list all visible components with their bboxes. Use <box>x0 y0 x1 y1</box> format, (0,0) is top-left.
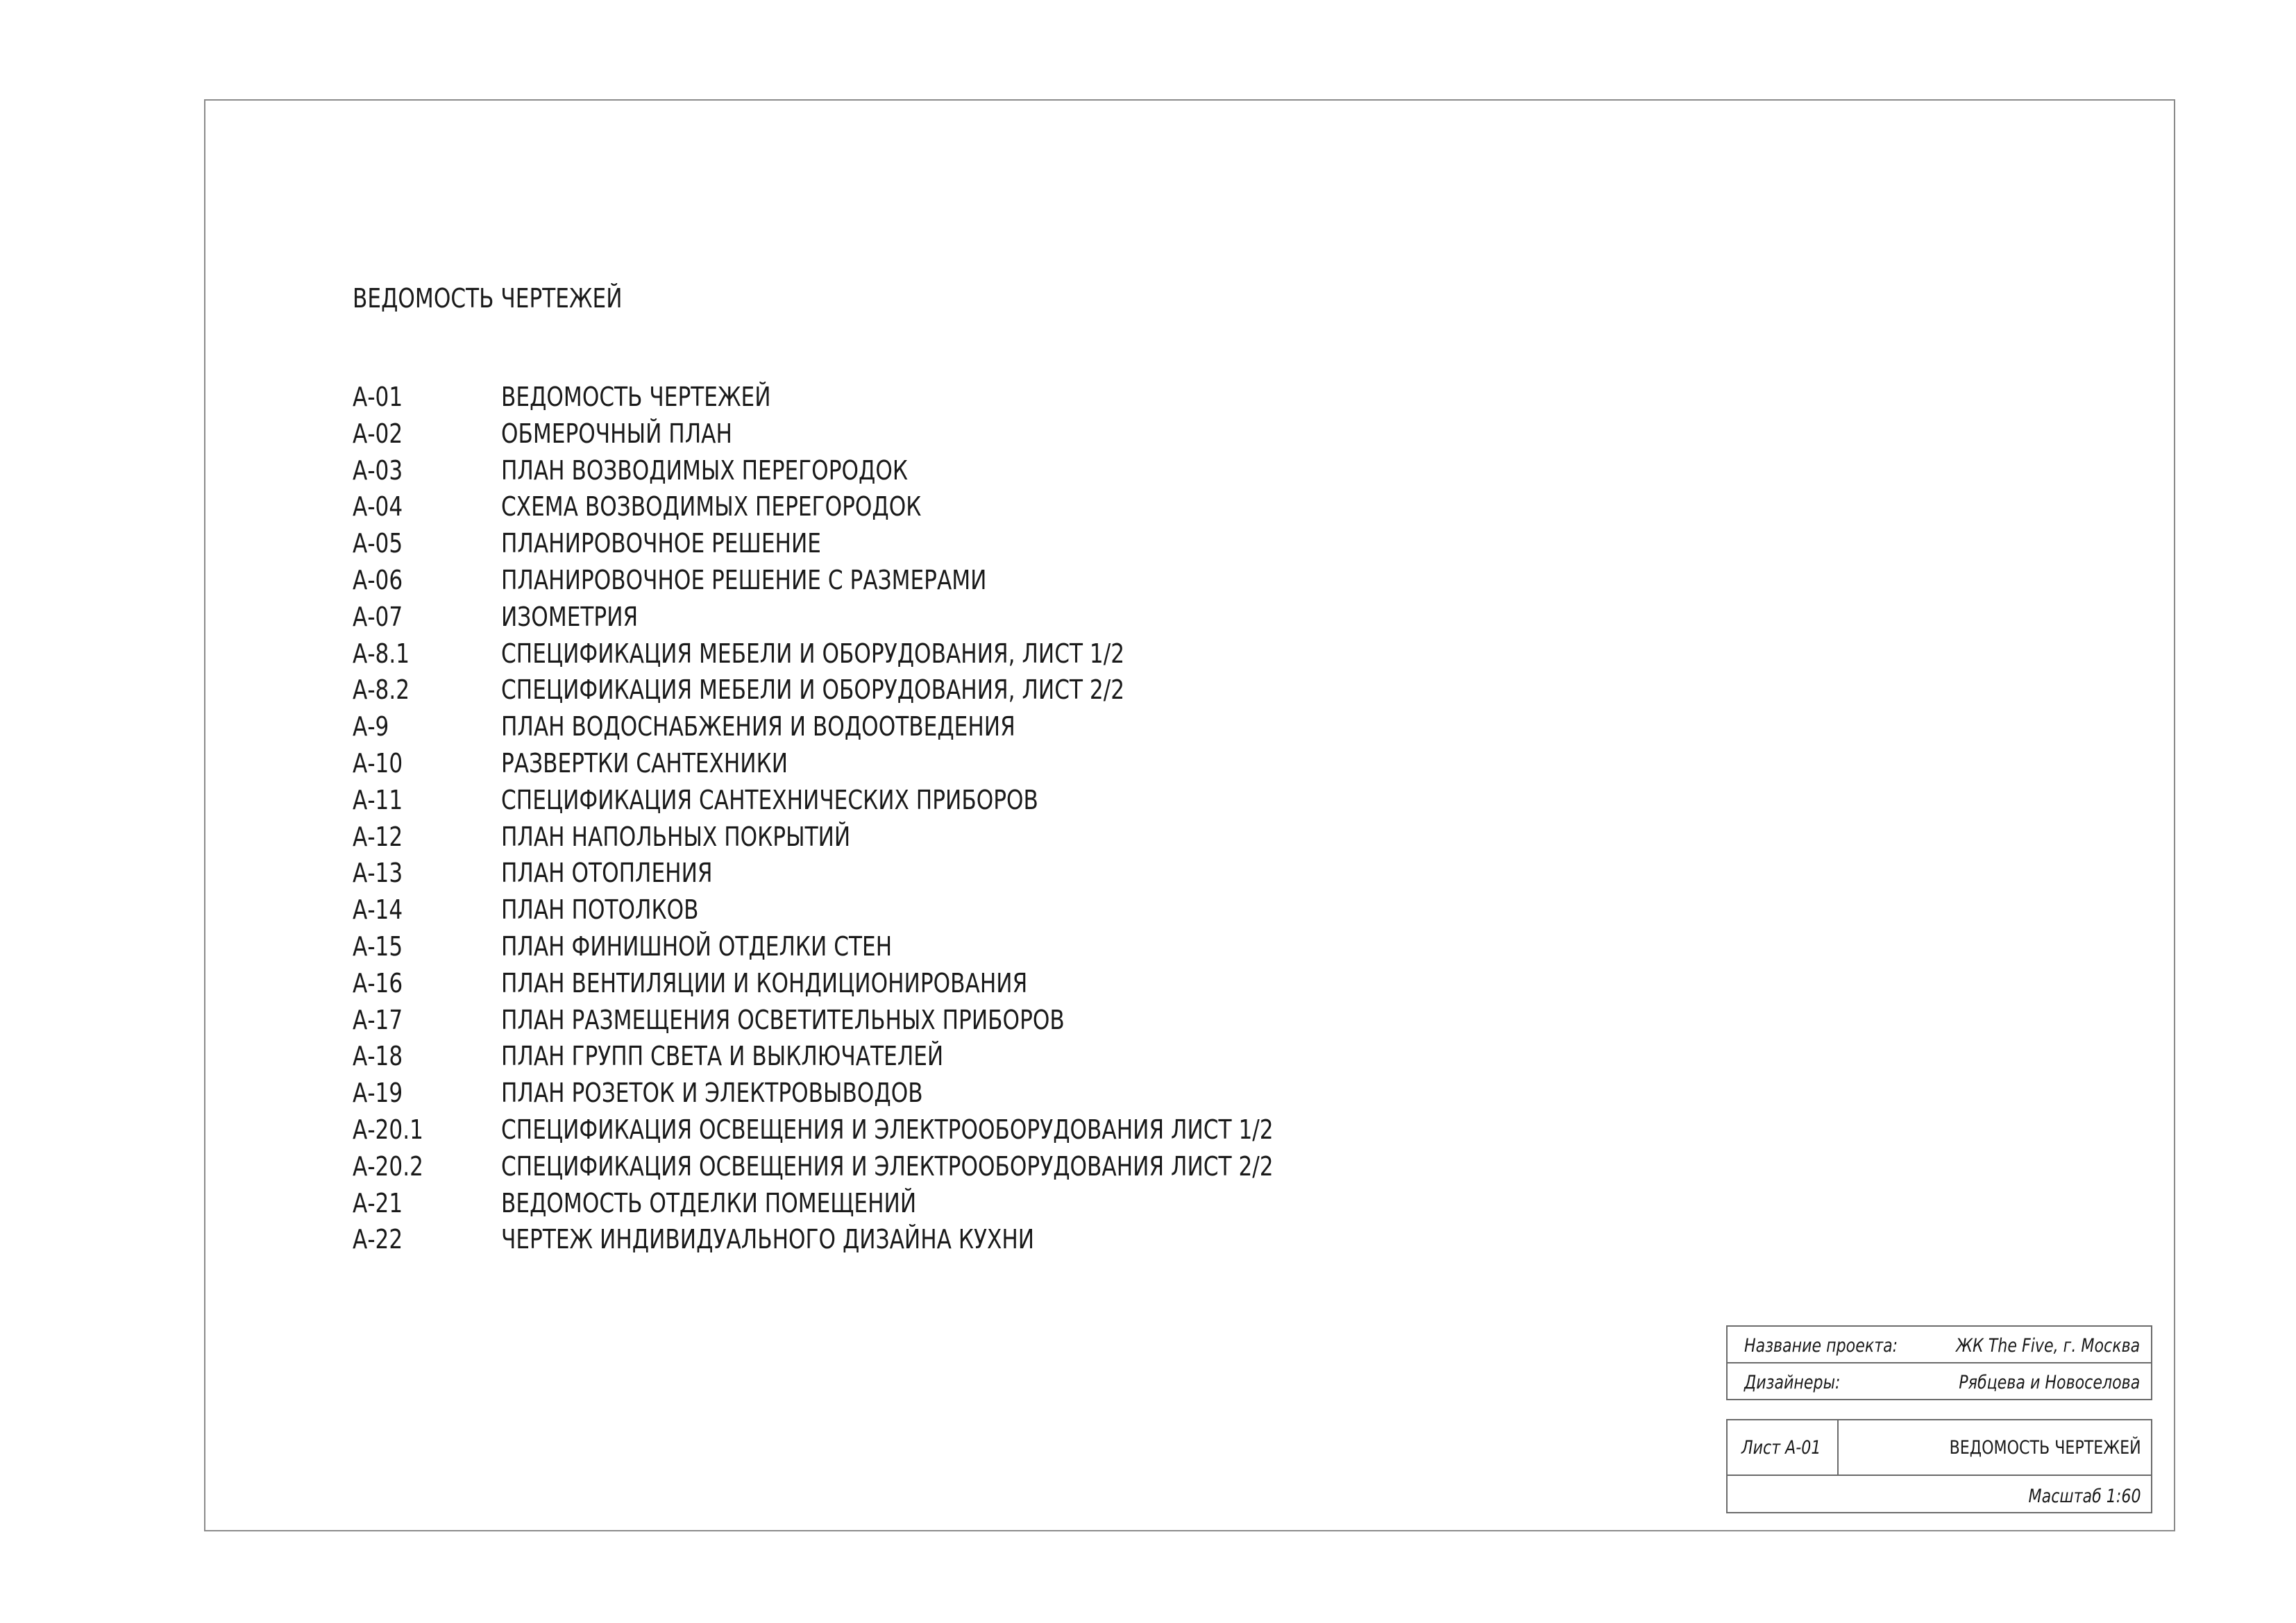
sheet-scale: Масштаб 1:60 <box>2029 1486 2141 1507</box>
title-block-sheet <box>1726 1419 2152 1513</box>
stamp-sheet-row <box>1728 1420 2151 1476</box>
drawing-name: ВЕДОМОСТЬ ЧЕРТЕЖЕЙ <box>501 382 771 412</box>
drawing-code: А-17 <box>353 1004 403 1035</box>
drawing-name: ИЗОМЕТРИЯ <box>501 601 639 632</box>
drawing-code: А-02 <box>353 418 403 449</box>
drawing-code: А-15 <box>353 931 403 962</box>
drawing-name: ОБМЕРОЧНЫЙ ПЛАН <box>501 418 732 449</box>
drawing-name: ПЛАН ВОДОСНАБЖЕНИЯ И ВОДООТВЕДЕНИЯ <box>501 711 1015 742</box>
drawing-code: А-11 <box>353 784 403 815</box>
drawing-code: А-16 <box>353 967 403 999</box>
project-value: ЖК The Five, г. Москва <box>1955 1335 2140 1357</box>
drawing-name: ВЕДОМОСТЬ ОТДЕЛКИ ПОМЕЩЕНИЙ <box>501 1187 917 1218</box>
drawing-code: А-20.1 <box>353 1114 423 1145</box>
drawing-name: СПЕЦИФИКАЦИЯ ОСВЕЩЕНИЯ И ЭЛЕКТРООБОРУДОВАНИЯ ЛИСТ 2/2 <box>501 1150 1274 1182</box>
drawing-name: ПЛАН НАПОЛЬНЫХ ПОКРЫТИЙ <box>501 821 851 852</box>
title-block-project <box>1726 1325 2152 1400</box>
drawing-name: СПЕЦИФИКАЦИЯ САНТЕХНИЧЕСКИХ ПРИБОРОВ <box>501 784 1038 815</box>
drawing-code: А-18 <box>353 1041 403 1072</box>
drawing-code: А-20.2 <box>353 1150 423 1182</box>
drawing-code: А-06 <box>353 564 403 595</box>
drawing-code: А-03 <box>353 454 403 486</box>
drawing-code: А-8.1 <box>353 638 410 669</box>
drawing-code: А-01 <box>353 382 403 412</box>
sheet-title: ВЕДОМОСТЬ ЧЕРТЕЖЕЙ <box>1949 1437 2141 1459</box>
drawing-code: А-12 <box>353 821 403 852</box>
drawing-code: А-8.2 <box>353 674 410 706</box>
drawing-name: ЧЕРТЕЖ ИНДИВИДУАЛЬНОГО ДИЗАЙНА КУХНИ <box>501 1224 1035 1255</box>
drawing-code: А-04 <box>353 491 403 522</box>
drawing-code: А-21 <box>353 1187 403 1218</box>
sheet-frame <box>204 99 2175 1531</box>
stamp-sheet-cell <box>1728 1420 1839 1475</box>
drawing-code: А-10 <box>353 747 403 779</box>
drawing-name: ПЛАН РАЗМЕЩЕНИЯ ОСВЕТИТЕЛЬНЫХ ПРИБОРОВ <box>501 1004 1065 1035</box>
drawing-name: ПЛАН ВОЗВОДИМЫХ ПЕРЕГОРОДОК <box>501 454 909 486</box>
page-title: ВЕДОМОСТЬ ЧЕРТЕЖЕЙ <box>353 283 623 314</box>
drawing-name: РАЗВЕРТКИ САНТЕХНИКИ <box>501 747 788 779</box>
drawing-code: А-07 <box>353 601 403 632</box>
drawing-name: СПЕЦИФИКАЦИЯ МЕБЕЛИ И ОБОРУДОВАНИЯ, ЛИСТ 2/2 <box>501 674 1125 706</box>
drawing-code: А-19 <box>353 1078 403 1109</box>
drawing-name: СПЕЦИФИКАЦИЯ МЕБЕЛИ И ОБОРУДОВАНИЯ, ЛИСТ 1/2 <box>501 638 1125 669</box>
designers-value: Рябцева и Новоселова <box>1959 1372 2140 1393</box>
stamp-project-row <box>1728 1327 2151 1363</box>
drawing-code: А-14 <box>353 894 403 926</box>
stamp-designers-row <box>1728 1363 2151 1400</box>
drawing-name: ПЛАН ФИНИШНОЙ ОТДЕЛКИ СТЕН <box>501 931 893 962</box>
drawing-name: ПЛАН ГРУПП СВЕТА И ВЫКЛЮЧАТЕЛЕЙ <box>501 1041 944 1072</box>
drawing-name: СХЕМА ВОЗВОДИМЫХ ПЕРЕГОРОДОК <box>501 491 922 522</box>
drawing-name: ПЛАН РОЗЕТОК И ЭЛЕКТРОВЫВОДОВ <box>501 1078 923 1109</box>
drawing-code: А-05 <box>353 528 403 559</box>
drawing-code: А-22 <box>353 1224 403 1255</box>
designers-label: Дизайнеры: <box>1744 1372 1841 1393</box>
drawing-name: ПЛАН ВЕНТИЛЯЦИИ И КОНДИЦИОНИРОВАНИЯ <box>501 967 1028 999</box>
drawing-code: А-9 <box>353 711 389 742</box>
drawing-name: ПЛАНИРОВОЧНОЕ РЕШЕНИЕ С РАЗМЕРАМИ <box>501 564 987 595</box>
drawing-name: ПЛАН ОТОПЛЕНИЯ <box>501 858 713 889</box>
drawing-code: А-13 <box>353 858 403 889</box>
sheet-number: Лист А-01 <box>1741 1437 1821 1459</box>
drawing-name: ПЛАНИРОВОЧНОЕ РЕШЕНИЕ <box>501 528 821 559</box>
drawing-name: СПЕЦИФИКАЦИЯ ОСВЕЩЕНИЯ И ЭЛЕКТРООБОРУДОВАНИЯ ЛИСТ 1/2 <box>501 1114 1274 1145</box>
project-label: Название проекта: <box>1744 1335 1898 1357</box>
drawing-name: ПЛАН ПОТОЛКОВ <box>501 894 699 926</box>
